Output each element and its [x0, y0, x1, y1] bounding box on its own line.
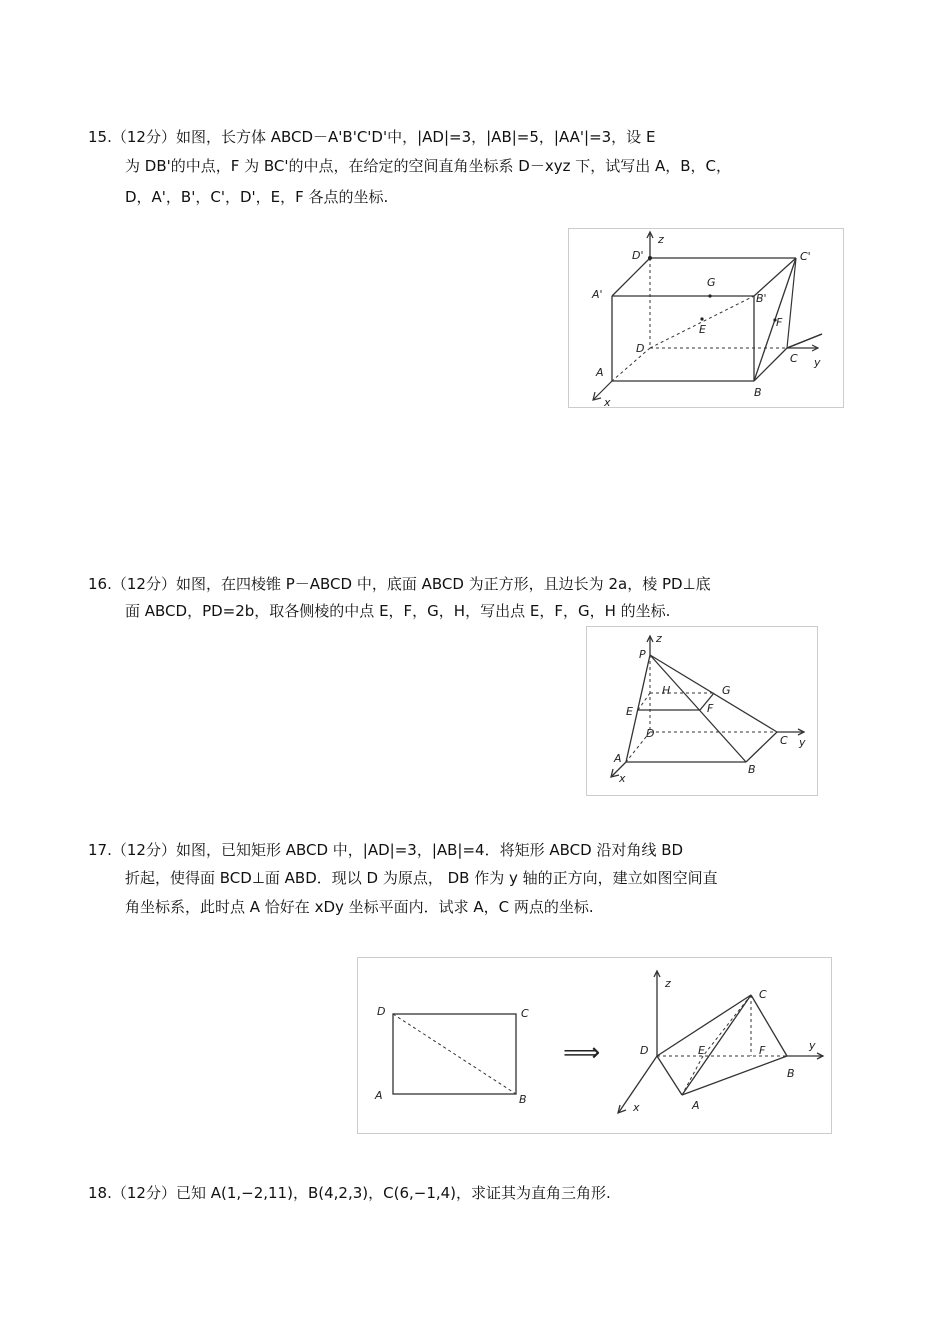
- fig17-right-label-c: C: [759, 988, 767, 1001]
- fig15-label-c1: C': [800, 250, 811, 263]
- fig17-right-label-x: x: [633, 1101, 640, 1114]
- fig16-label-b: B: [748, 763, 756, 776]
- fig16-label-e: E: [626, 705, 633, 718]
- fig16-label-c: C: [780, 734, 788, 747]
- fig17-right-label-e: E: [698, 1044, 705, 1057]
- fig17-right-label-b: B: [787, 1067, 795, 1080]
- fig16-label-x: x: [619, 772, 626, 785]
- problem-16-line-2: 面 ABCD，PD=2b，取各侧棱的中点 E，F，G，H，写出点 E，F，G，H 的坐标.: [125, 602, 671, 620]
- fig17-right-label-f: F: [759, 1044, 766, 1057]
- fig15-label-g: G: [707, 276, 716, 289]
- fig15-label-e: E: [699, 323, 706, 336]
- fig15-label-a1: A': [592, 288, 603, 301]
- fig17-right-label-a: A: [692, 1099, 700, 1112]
- fig15-label-y: y: [814, 356, 821, 369]
- fig17-left-label-b: B: [519, 1093, 527, 1106]
- fig17-right-label-d: D: [640, 1044, 649, 1057]
- figure-16-pyramid: [586, 626, 818, 796]
- fig15-label-a: A: [596, 366, 604, 379]
- problem-15-line-1: 15.（12分）如图，长方体 ABCD－A'B'C'D'中，|AD|=3，|AB|=5，|AA'|=3，设 E: [88, 128, 656, 146]
- problem-15-line-2: 为 DB'的中点，F 为 BC'的中点，在给定的空间直角坐标系 D－xyz 下，试写出 A，B，C，: [125, 157, 732, 175]
- fig16-label-z: z: [656, 632, 662, 645]
- fig16-label-h: H: [662, 684, 671, 697]
- fig17-left-label-c: C: [521, 1007, 529, 1020]
- fig15-label-c: C: [790, 352, 798, 365]
- figure-15-cuboid: [568, 228, 844, 408]
- fig17-right-label-y: y: [809, 1039, 816, 1052]
- fig16-label-y: y: [799, 736, 806, 749]
- fig16-label-g: G: [722, 684, 731, 697]
- fig16-label-a: A: [614, 752, 622, 765]
- fig15-label-f: F: [776, 316, 783, 329]
- figure-17-folded-rectangle: [357, 957, 832, 1137]
- fig17-left-label-a: A: [375, 1089, 383, 1102]
- problem-15-line-3: D，A'，B'，C'，D'，E，F 各点的坐标.: [125, 188, 389, 206]
- fig15-label-b1: B': [756, 292, 767, 305]
- fig15-label-x: x: [604, 396, 611, 408]
- fig15-label-d1: D': [632, 249, 644, 262]
- problem-17-line-1: 17.（12分）如图，已知矩形 ABCD 中，|AD|=3，|AB|=4．将矩形 ABCD 沿对角线 BD: [88, 841, 684, 859]
- fig17-left-label-d: D: [377, 1005, 386, 1018]
- fig17-transform-arrow: ⟹: [563, 1038, 601, 1068]
- problem-18-line-1: 18.（12分）已知 A(1,−2,11)，B(4,2,3)，C(6,−1,4)，求证其为直角三角形.: [88, 1184, 611, 1202]
- problem-17-line-2: 折起，使得面 BCD⊥面 ABD．现以 D 为原点， DB 作为 y 轴的正方向，建立如图空间直: [125, 869, 718, 887]
- fig16-label-f: F: [707, 702, 714, 715]
- fig15-label-z: z: [658, 233, 664, 246]
- fig17-right-label-z: z: [665, 977, 671, 990]
- problem-17-line-3: 角坐标系，此时点 A 恰好在 xDy 坐标平面内．试求 A，C 两点的坐标.: [125, 898, 594, 916]
- fig15-label-b: B: [754, 386, 762, 399]
- fig15-label-d: D: [636, 342, 645, 355]
- fig16-label-d: D: [646, 727, 655, 740]
- problem-16-line-1: 16.（12分）如图，在四棱锥 P－ABCD 中，底面 ABCD 为正方形，且边长为 2a，棱 PD⊥底: [88, 575, 711, 593]
- fig16-label-p: P: [639, 648, 646, 661]
